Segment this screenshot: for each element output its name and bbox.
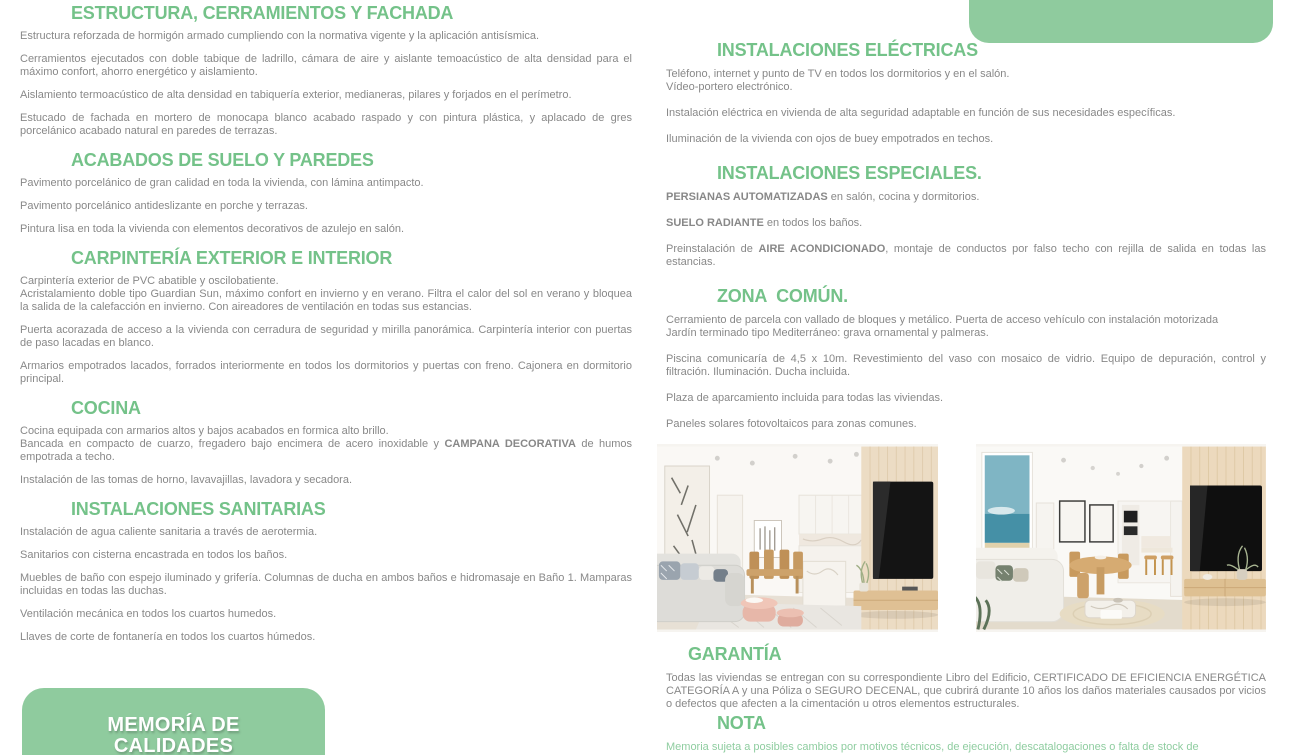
spec-paragraph: Paneles solares fotovoltaicos para zonas comunes. <box>666 418 917 430</box>
section-heading-electricas: INSTALACIONES ELÉCTRICAS <box>717 40 978 60</box>
spec-paragraph: Preinstalación de AIRE ACONDICIONADO, montaje de conductos por falso techo con rejilla de salida en todas las estancias. <box>666 243 1266 268</box>
section-heading-especiales: INSTALACIONES ESPECIALES. <box>717 163 982 183</box>
spec-paragraph: Pintura lisa en toda la vivienda con elementos decorativos de azulejo en salón. <box>20 223 405 235</box>
section-heading-sanitarias: INSTALACIONES SANITARIAS <box>71 499 326 519</box>
spec-paragraph: Teléfono, internet y punto de TV en todos los dormitorios y en el salón. Vídeo-portero electrónico. <box>666 68 1010 93</box>
spec-paragraph: Instalación eléctrica en vivienda de alta seguridad adaptable en función de sus necesidades específicas. <box>666 107 1176 119</box>
spec-paragraph: Llaves de corte de fontanería en todos los cuartos húmedos. <box>20 631 316 643</box>
spec-paragraph: SUELO RADIANTE en todos los baños. <box>666 217 863 229</box>
section-heading-estructura: ESTRUCTURA, CERRAMIENTOS Y FACHADA <box>71 3 454 23</box>
spec-paragraph: Estucado de fachada en mortero de monocapa blanco acabado raspado y con pintura plástica, y aplacado de gres porcelánico acabado natural en paredes de terrazas. <box>20 112 632 137</box>
spec-paragraph: Instalación de agua caliente sanitaria a través de aerotermia. <box>20 526 318 538</box>
spec-paragraph: Armarios empotrados lacados, forrados interiormente en todos los dormitorios y puertas con freno. Cajonera en dormitorio principal. <box>20 360 632 385</box>
section-heading-cocina: COCINA <box>71 398 141 418</box>
spec-paragraph: Instalación de las tomas de horno, lavavajillas, lavadora y secadora. <box>20 474 353 486</box>
spec-paragraph: Sanitarios con cisterna encastrada en todos los baños. <box>20 549 288 561</box>
badge-title-line-1: MEMORÍA DE <box>107 714 240 736</box>
interior-photo-1 <box>657 444 938 632</box>
top-right-green-box <box>969 0 1273 43</box>
nota-paragraph: Memoria sujeta a posibles cambios por motivos técnicos, de ejecución, descatalogaciones o falta de stock de <box>666 741 1199 753</box>
interior-photo-2 <box>976 444 1266 632</box>
spec-paragraph: Muebles de baño con espejo iluminado y grifería. Columnas de ducha en ambos baños e hidromasaje en Baño 1. Mamparas incluidas en todas las duchas. <box>20 572 632 597</box>
spec-paragraph: Puerta acorazada de acceso a la vivienda con cerradura de seguridad y mirilla panorámica. Carpintería interior con puertas de paso lacadas en blanco. <box>20 324 632 349</box>
section-heading-zona-comun: ZONA COMÚN. <box>717 286 848 306</box>
spec-paragraph: Iluminación de la vivienda con ojos de buey empotrados en techos. <box>666 133 994 145</box>
badge-title-line-2: CALIDADES <box>113 735 234 755</box>
spec-paragraph: Todas las viviendas se entregan con su correspondiente Libro del Edificio, CERTIFICADO DE EFICIENCIA ENERGÉTICA CATEGORÍA A y una Póliza o SEGURO DECENAL, que cubrirá durante 10 años los daños materiales causados por vicios o defectos que afecten a la cimentación u otros elementos estructurales. <box>666 672 1266 710</box>
spec-paragraph: Carpintería exterior de PVC abatible y oscilobatiente. Acristalamiento doble tipo Guardian Sun, máximo confort en invierno y en verano. Filtra el calor del sol en verano y bloquea la salida de la calefacción en invierno. Con aireadores de ventilación en todas sus estancias. <box>20 275 632 313</box>
left-column <box>20 3 632 654</box>
spec-paragraph: Aislamiento termoacústico de alta densidad en tabiquería exterior, medianeras, pilares y forjados en el perímetro. <box>20 89 572 101</box>
spec-paragraph: Cocina equipada con armarios altos y bajos acabados en formica alto brillo. Bancada en compacto de cuarzo, fregadero bajo encimera de acero inoxidable y CAMPANA DECORATIVA de humos empotrada a techo. <box>20 425 632 463</box>
spec-paragraph: Pavimento porcelánico de gran calidad en toda la vivienda, con lámina antimpacto. <box>20 177 424 189</box>
spec-paragraph: Cerramiento de parcela con vallado de bloques y metálico. Puerta de acceso vehículo con instalación motorizada Jardín terminado tipo Mediterráneo: grava ornamental y palmeras. <box>666 314 1219 339</box>
section-heading-garantia: GARANTÍA <box>688 644 782 664</box>
spec-paragraph: PERSIANAS AUTOMATIZADAS en salón, cocina y dormitorios. <box>666 191 980 203</box>
spec-paragraph: Cerramientos ejecutados con doble tabique de ladrillo, cámara de aire y aislante temoacústico de alta densidad para el máximo confort, ahorro energético y aislamiento. <box>20 53 632 78</box>
spec-paragraph: Pavimento porcelánico antideslizante en porche y terrazas. <box>20 200 308 212</box>
section-heading-carpinteria: CARPINTERÍA EXTERIOR E INTERIOR <box>71 248 393 268</box>
section-heading-nota: NOTA <box>717 713 766 733</box>
section-heading-acabados: ACABADOS DE SUELO Y PAREDES <box>71 150 374 170</box>
spec-paragraph: Ventilación mecánica en todos los cuartos humedos. <box>20 608 277 620</box>
right-column <box>666 40 1266 755</box>
interior-photos-row <box>657 444 1266 632</box>
spec-paragraph: Estructura reforzada de hormigón armado cumpliendo con la normativa vigente y la aplicación antisísmica. <box>20 30 540 42</box>
spec-paragraph: Piscina comunicaría de 4,5 x 10m. Revestimiento del vaso con mosaico de vidrio. Equipo de depuración, control y filtración. Iluminación. Ducha incluida. <box>666 353 1266 378</box>
spec-paragraph: Plaza de aparcamiento incluida para todas las viviendas. <box>666 392 943 404</box>
memoria-de-calidades-badge <box>22 688 325 755</box>
